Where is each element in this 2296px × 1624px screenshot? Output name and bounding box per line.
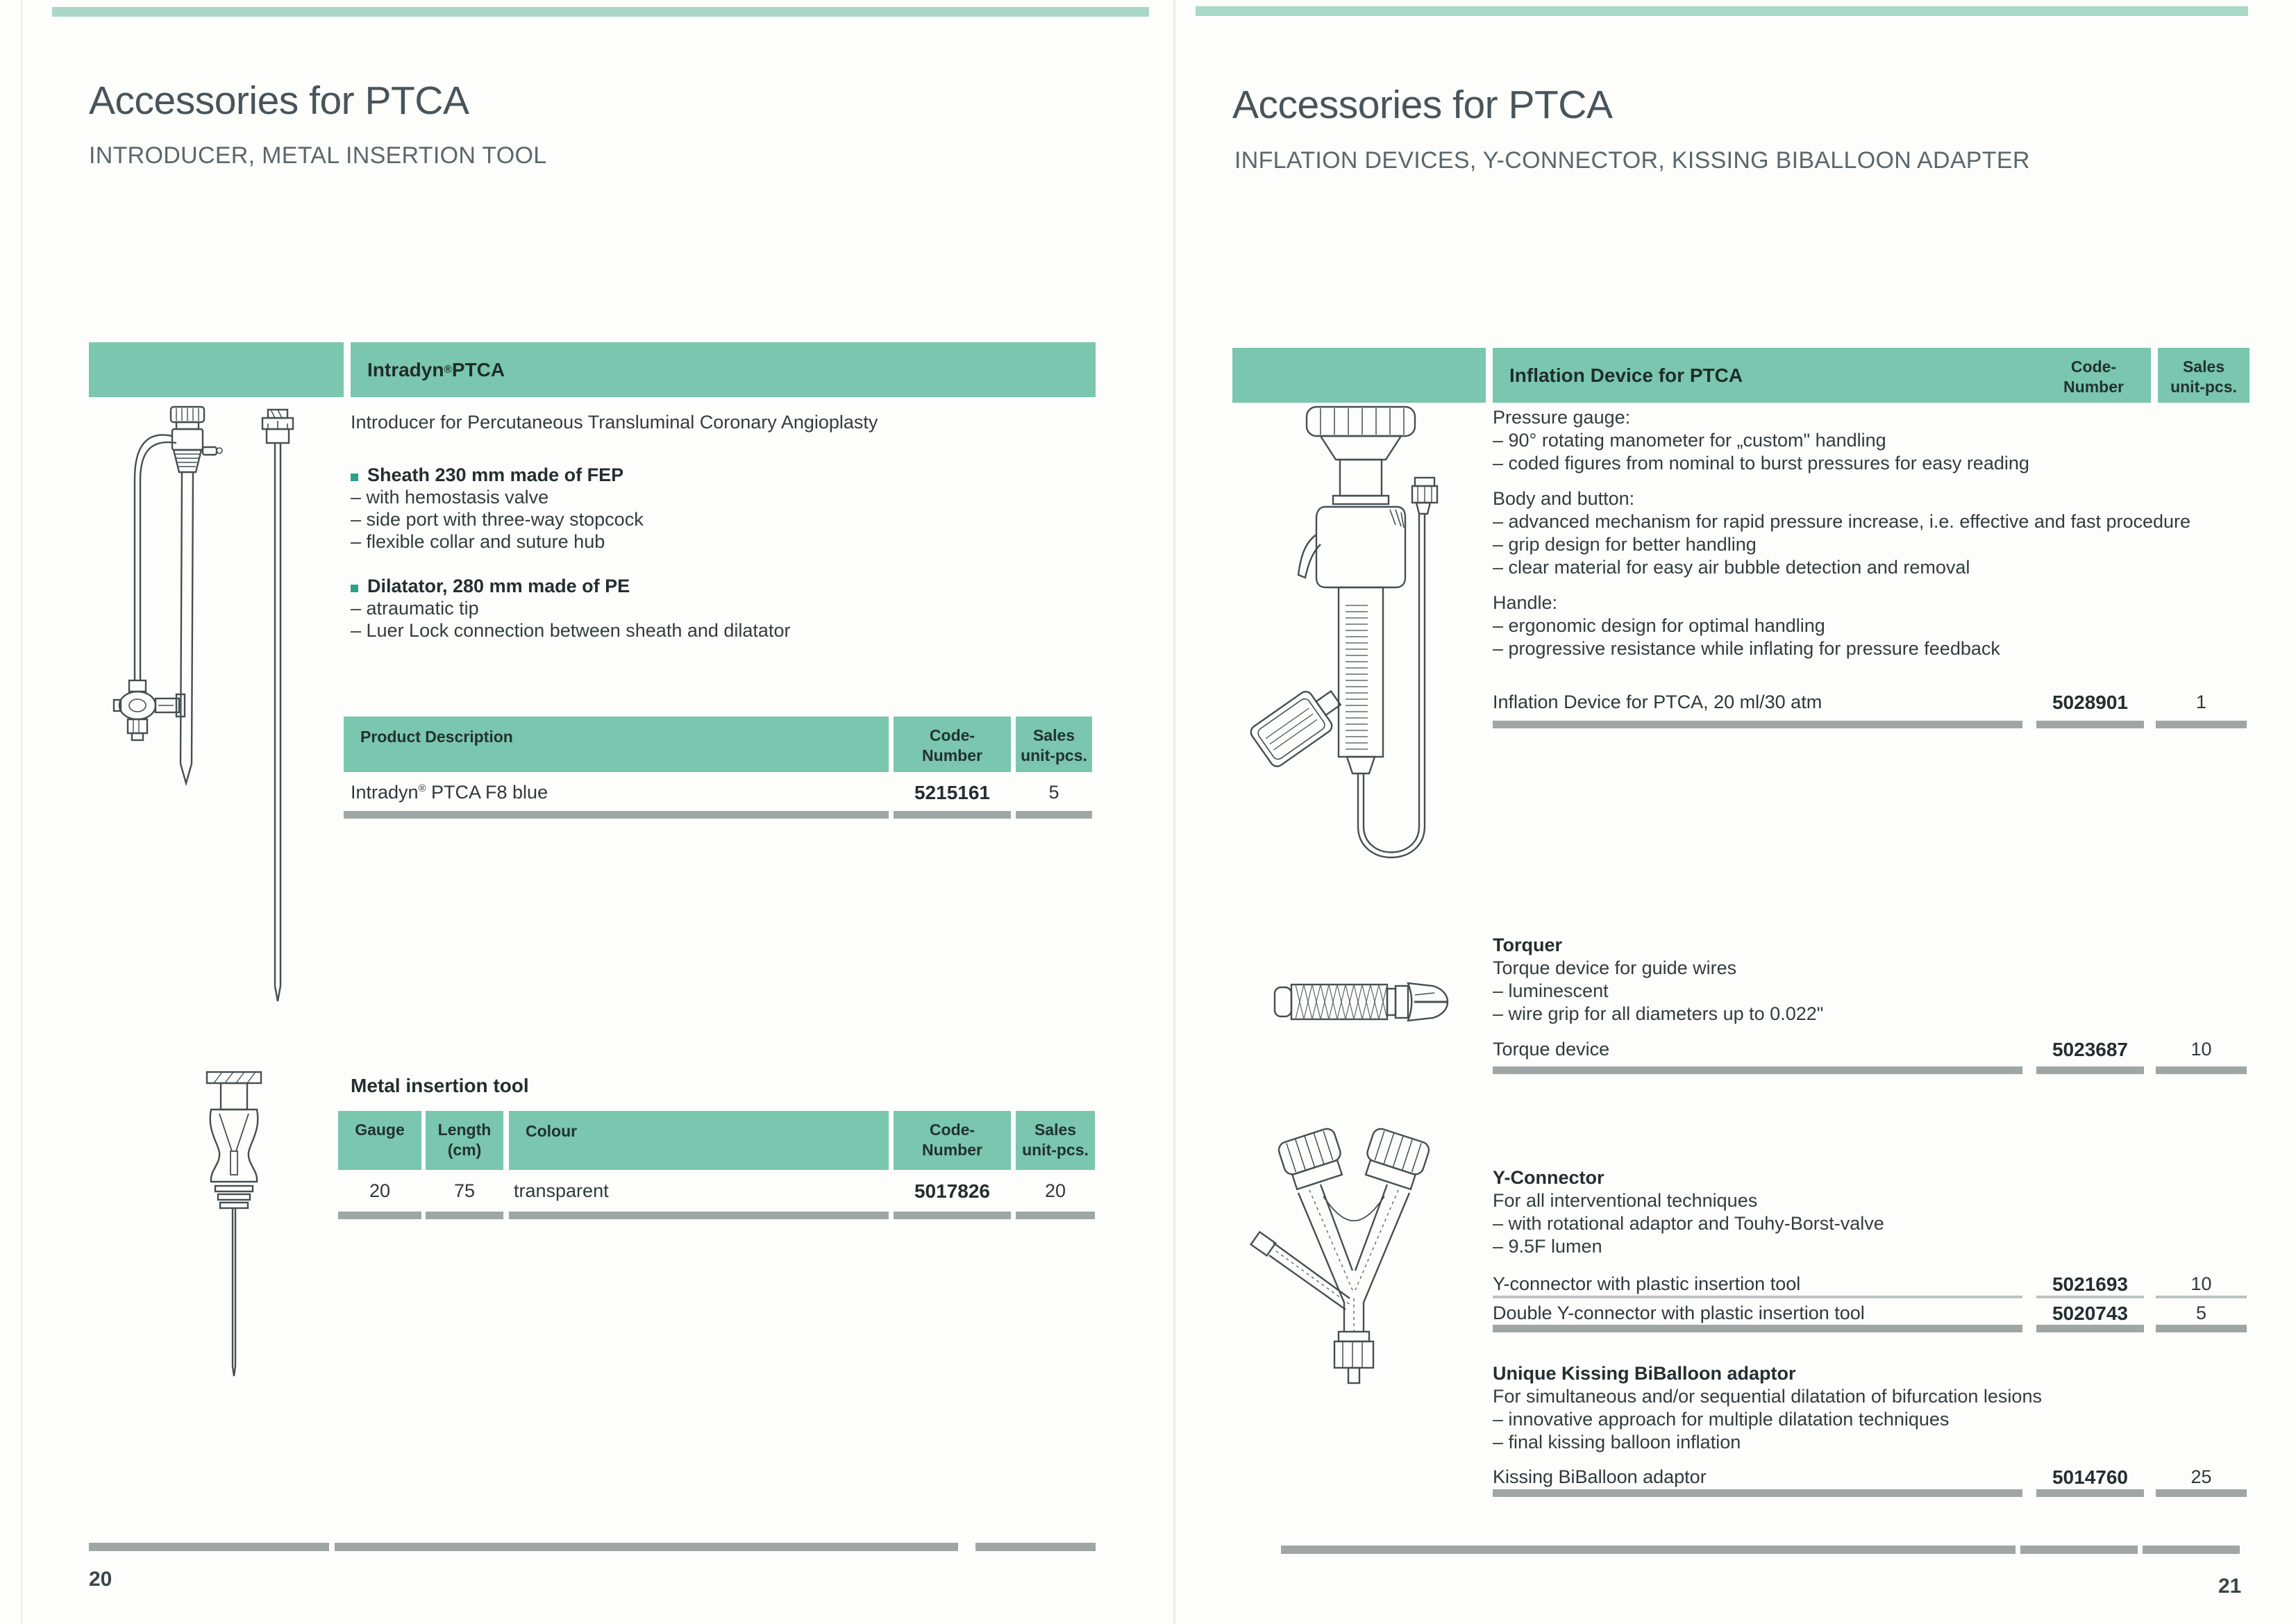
metal-row-unit: 20 — [1044, 1180, 1066, 1201]
divider-bar — [1493, 721, 2022, 728]
list-item: – atraumatic tip — [351, 598, 479, 619]
header-line: Code- — [929, 726, 975, 744]
header-line: unit-pcs. — [1021, 746, 1087, 764]
table-row-unit: 10 — [2190, 1039, 2212, 1060]
section-line: Torque device for guide wires — [1493, 957, 1737, 978]
sheath-bullet-group — [351, 464, 1010, 553]
table-row-unit: 25 — [2190, 1466, 2212, 1487]
list-item: – luminescent — [1493, 980, 1609, 1001]
divider-bar — [1016, 1212, 1095, 1219]
header-line: Code- — [929, 1121, 975, 1139]
list-item: – flexible collar and suture hub — [351, 531, 605, 552]
divider-bar — [894, 811, 1011, 819]
list-item: – innovative approach for multiple dilatation techniques — [1493, 1409, 1950, 1430]
list-item: – 9.5F lumen — [1493, 1236, 1602, 1257]
header-line: Length — [437, 1121, 492, 1139]
feature-heading: Handle: — [1493, 592, 1558, 613]
metal-header-colour: Colour — [509, 1111, 889, 1170]
section-line: For all interventional techniques — [1493, 1190, 1758, 1211]
header-line: Sales — [2182, 358, 2225, 376]
divider-bar — [1493, 1325, 2022, 1332]
header-line: Sales — [1034, 1121, 1077, 1139]
biballoon-group — [1493, 1362, 2291, 1454]
footer-bar — [2020, 1546, 2138, 1554]
product-table-header-sales — [1016, 717, 1092, 772]
right-top-strip — [1196, 6, 2248, 16]
right-header-sales — [2158, 348, 2249, 403]
footer-bar — [1281, 1546, 2016, 1554]
table-row-code: 5020743 — [2052, 1303, 2128, 1324]
table-row-description: Torque device — [1493, 1039, 1610, 1060]
divider-bar — [1016, 811, 1092, 819]
list-item: – 90° rotating manometer for „custom" handling — [1493, 430, 1886, 451]
registered-mark-icon: ® — [418, 783, 426, 794]
table-row-description: Kissing BiBalloon adaptor — [1493, 1466, 1707, 1487]
band-rest: PTCA — [451, 358, 505, 380]
feature-heading: Pressure gauge: — [1493, 407, 1631, 428]
torquer-group — [1493, 934, 2256, 1026]
header-line: Sales — [1032, 726, 1075, 744]
right-page-subtitle: INFLATION DEVICES, Y-CONNECTOR, KISSING BIBALLOON ADAPTER — [1234, 147, 2030, 174]
divider-bar — [2036, 721, 2144, 728]
header-line: unit-pcs. — [2170, 378, 2237, 396]
table-row-unit: 5 — [1048, 782, 1059, 803]
table-row-description: Y-connector with plastic insertion tool — [1493, 1273, 1801, 1294]
right-header-code — [2036, 348, 2151, 403]
page-seam — [1173, 0, 1175, 1624]
list-item: – progressive resistance while inflating for pressure feedback — [1493, 638, 2000, 659]
divider-bar — [2036, 1325, 2144, 1332]
metal-header-gauge — [338, 1111, 421, 1170]
table-row-unit: 5 — [2195, 1303, 2207, 1323]
row-rule — [2156, 1296, 2247, 1298]
footer-bar — [975, 1543, 1096, 1551]
bullet-square-icon: Sheath 230 mm made of FEP — [351, 464, 1010, 486]
table-row-description — [351, 782, 548, 803]
divider-bar — [1493, 1066, 2022, 1074]
right-page-title: Accessories for PTCA — [1232, 83, 1613, 127]
divider-bar — [2156, 1325, 2247, 1332]
left-top-strip — [52, 7, 1149, 17]
divider-bar — [2036, 1489, 2144, 1497]
divider-bar — [426, 1212, 503, 1219]
list-item: – clear material for easy air bubble detection and removal — [1493, 557, 1970, 578]
body-button-group — [1493, 487, 2291, 579]
page-left-edge-line — [21, 0, 22, 1624]
metal-insertion-tool-illustration — [189, 1068, 279, 1394]
metal-header-sales — [1016, 1111, 1095, 1170]
handle-group — [1493, 592, 2256, 660]
list-item: – ergonomic design for optimal handling — [1493, 615, 1825, 636]
list-item: – coded figures from nominal to burst pressures for easy reading — [1493, 453, 2029, 474]
list-item: – Luer Lock connection between sheath and dilatator — [351, 620, 791, 641]
header-line: Number — [2063, 378, 2124, 396]
table-row-code: 5028901 — [2052, 692, 2128, 713]
divider-bar — [2156, 1489, 2247, 1497]
inflation-device-illustration — [1243, 403, 1472, 889]
divider-bar — [894, 1212, 1011, 1219]
header-line: (cm) — [447, 1141, 482, 1159]
dilatator-bullet-group — [351, 575, 1010, 642]
section-heading: Unique Kissing BiBalloon adaptor — [1493, 1363, 1796, 1384]
list-item: – wire grip for all diameters up to 0.022" — [1493, 1003, 1824, 1024]
footer-bar — [335, 1543, 958, 1551]
table-row-description: Double Y-connector with plastic insertion tool — [1493, 1303, 1865, 1323]
list-item: – with hemostasis valve — [351, 487, 549, 508]
left-page-number: 20 — [89, 1568, 112, 1591]
left-band-image-cell — [89, 342, 344, 397]
list-item: – with rotational adaptor and Touhy-Borst-valve — [1493, 1213, 1884, 1234]
product-name: Intradyn — [351, 782, 419, 803]
table-row-code: 5021693 — [2052, 1273, 2128, 1295]
bullet-square-icon: Dilatator, 280 mm made of PE — [351, 575, 1010, 597]
metal-row-code: 5017826 — [914, 1180, 990, 1202]
header-line: Gauge — [355, 1121, 405, 1139]
table-row-code: 5215161 — [914, 782, 990, 803]
footer-bar — [89, 1543, 329, 1551]
product-table-header-code — [894, 717, 1011, 772]
table-row-code: 5023687 — [2052, 1039, 2128, 1060]
metal-row-length: 75 — [453, 1180, 476, 1201]
divider-bar — [344, 811, 889, 819]
right-band-image-cell — [1232, 348, 1486, 403]
section-line: For simultaneous and/or sequential dilatation of bifurcation lesions — [1493, 1386, 2042, 1407]
list-item: – final kissing balloon inflation — [1493, 1432, 1741, 1453]
left-band-right-cell — [958, 342, 1096, 397]
left-page-title: Accessories for PTCA — [89, 78, 469, 123]
metal-header-code — [894, 1111, 1011, 1170]
left-band-title — [351, 342, 969, 397]
feature-heading: Body and button: — [1493, 488, 1635, 509]
table-row-unit: 1 — [2195, 692, 2207, 712]
table-row-code: 5014760 — [2052, 1466, 2128, 1488]
divider-bar — [509, 1212, 889, 1219]
divider-bar — [2156, 721, 2247, 728]
divider-bar — [1493, 1489, 2022, 1497]
divider-bar — [2156, 1066, 2247, 1074]
footer-bar — [2143, 1546, 2240, 1554]
band-brand: Intradyn — [367, 358, 444, 380]
product-name-rest: PTCA F8 blue — [426, 782, 548, 803]
table-row-description: Inflation Device for PTCA, 20 ml/30 atm — [1493, 692, 1822, 712]
header-line: Number — [922, 1141, 982, 1159]
section-heading: Torquer — [1493, 935, 1562, 955]
metal-row-colour: transparent — [514, 1180, 609, 1201]
torquer-illustration — [1272, 964, 1470, 1044]
header-line: Code- — [2070, 358, 2117, 376]
left-intro-text: Introducer for Percutaneous Transluminal Coronary Angioplasty — [351, 412, 878, 433]
divider-bar — [2036, 1066, 2144, 1074]
introducer-dilatator-illustration — [104, 403, 326, 1028]
section-heading: Y-Connector — [1493, 1167, 1604, 1188]
header-line: Number — [922, 746, 982, 764]
metal-tool-title: Metal insertion tool — [351, 1075, 529, 1096]
list-item: – advanced mechanism for rapid pressure increase, i.e. effective and fast procedure — [1493, 511, 2191, 532]
product-table-header-description: Product Description — [344, 717, 889, 772]
row-rule — [2036, 1296, 2144, 1298]
pressure-gauge-group — [1493, 406, 2256, 475]
right-band-title: Inflation Device for PTCA — [1493, 348, 2046, 403]
divider-bar — [338, 1212, 421, 1219]
list-item: – grip design for better handling — [1493, 534, 1757, 555]
registered-mark-icon: ® — [444, 363, 452, 376]
row-rule — [1493, 1296, 2022, 1298]
left-page-subtitle: INTRODUCER, METAL INSERTION TOOL — [89, 142, 547, 169]
y-connector-illustration — [1248, 1123, 1460, 1405]
y-connector-group — [1493, 1166, 2256, 1258]
header-line: unit-pcs. — [1022, 1141, 1089, 1159]
table-row-unit: 10 — [2190, 1273, 2212, 1294]
metal-header-length — [426, 1111, 503, 1170]
list-item: – side port with three-way stopcock — [351, 509, 644, 530]
metal-row-gauge: 20 — [369, 1180, 391, 1201]
right-page-number: 21 — [2218, 1575, 2242, 1598]
